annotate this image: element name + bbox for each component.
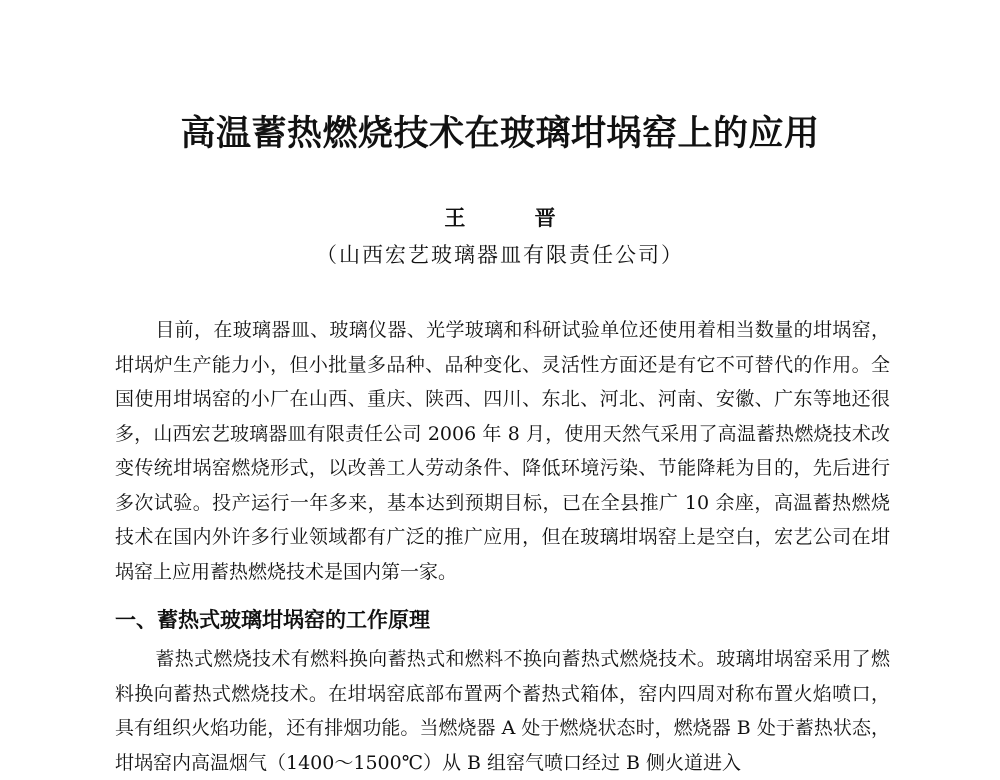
author-name: 王 晋	[444, 205, 574, 230]
author-affiliation: （山西宏艺玻璃器皿有限责任公司）	[316, 243, 684, 267]
section-heading: 一、蓄热式玻璃坩埚窑的工作原理	[115, 608, 430, 632]
article-title: 高温蓄热燃烧技术在玻璃坩埚窑上的应用	[180, 114, 820, 154]
intro-paragraph-text: 目前，在玻璃器皿、玻璃仪器、光学玻璃和科研试验单位还使用着相当数量的坩埚窑，坩埚炉生产能力小，但小批量多品种、品种变化、灵活性方面还是有它不可替代的作用。全国使用坩埚窑的小厂在山西、重庆、陕西、四川、东北、河北、河南、安徽、广东等地还很多，山西宏艺玻璃器皿有限责任公司 2006 年 8 月，使用天然气采用了高温蓄热燃烧技术改变传统坩埚窑燃烧形式，以改善工人劳动条件、降低环境污染、节能降耗为目的，先后进行多次试验。投产运行一年多来，基本达到预期目标，已在全县推广 10 余座，高温蓄热燃烧技术在国内外许多行业领域都有广泛的推广应用，但在玻璃坩埚窑上是空白，宏艺公司在坩埚窑上应用蓄热燃烧技术是国内第一家。	[115, 319, 890, 583]
section-paragraph-text: 蓄热式燃烧技术有燃料换向蓄热式和燃料不换向蓄热式燃烧技术。玻璃坩埚窑采用了燃料换向蓄热式燃烧技术。在坩埚窑底部布置两个蓄热式箱体，窑内四周对称布置火焰喷口，具有组织火焰功能，还有排烟功能。当燃烧器 A 处于燃烧状态时，燃烧器 B 处于蓄热状态，坩埚窑内高温烟气（1400～1500℃）从 B 组窑气喷口经过 B 侧火道进入	[115, 648, 890, 774]
intro-paragraph	[115, 313, 890, 589]
section-paragraph	[115, 642, 890, 780]
